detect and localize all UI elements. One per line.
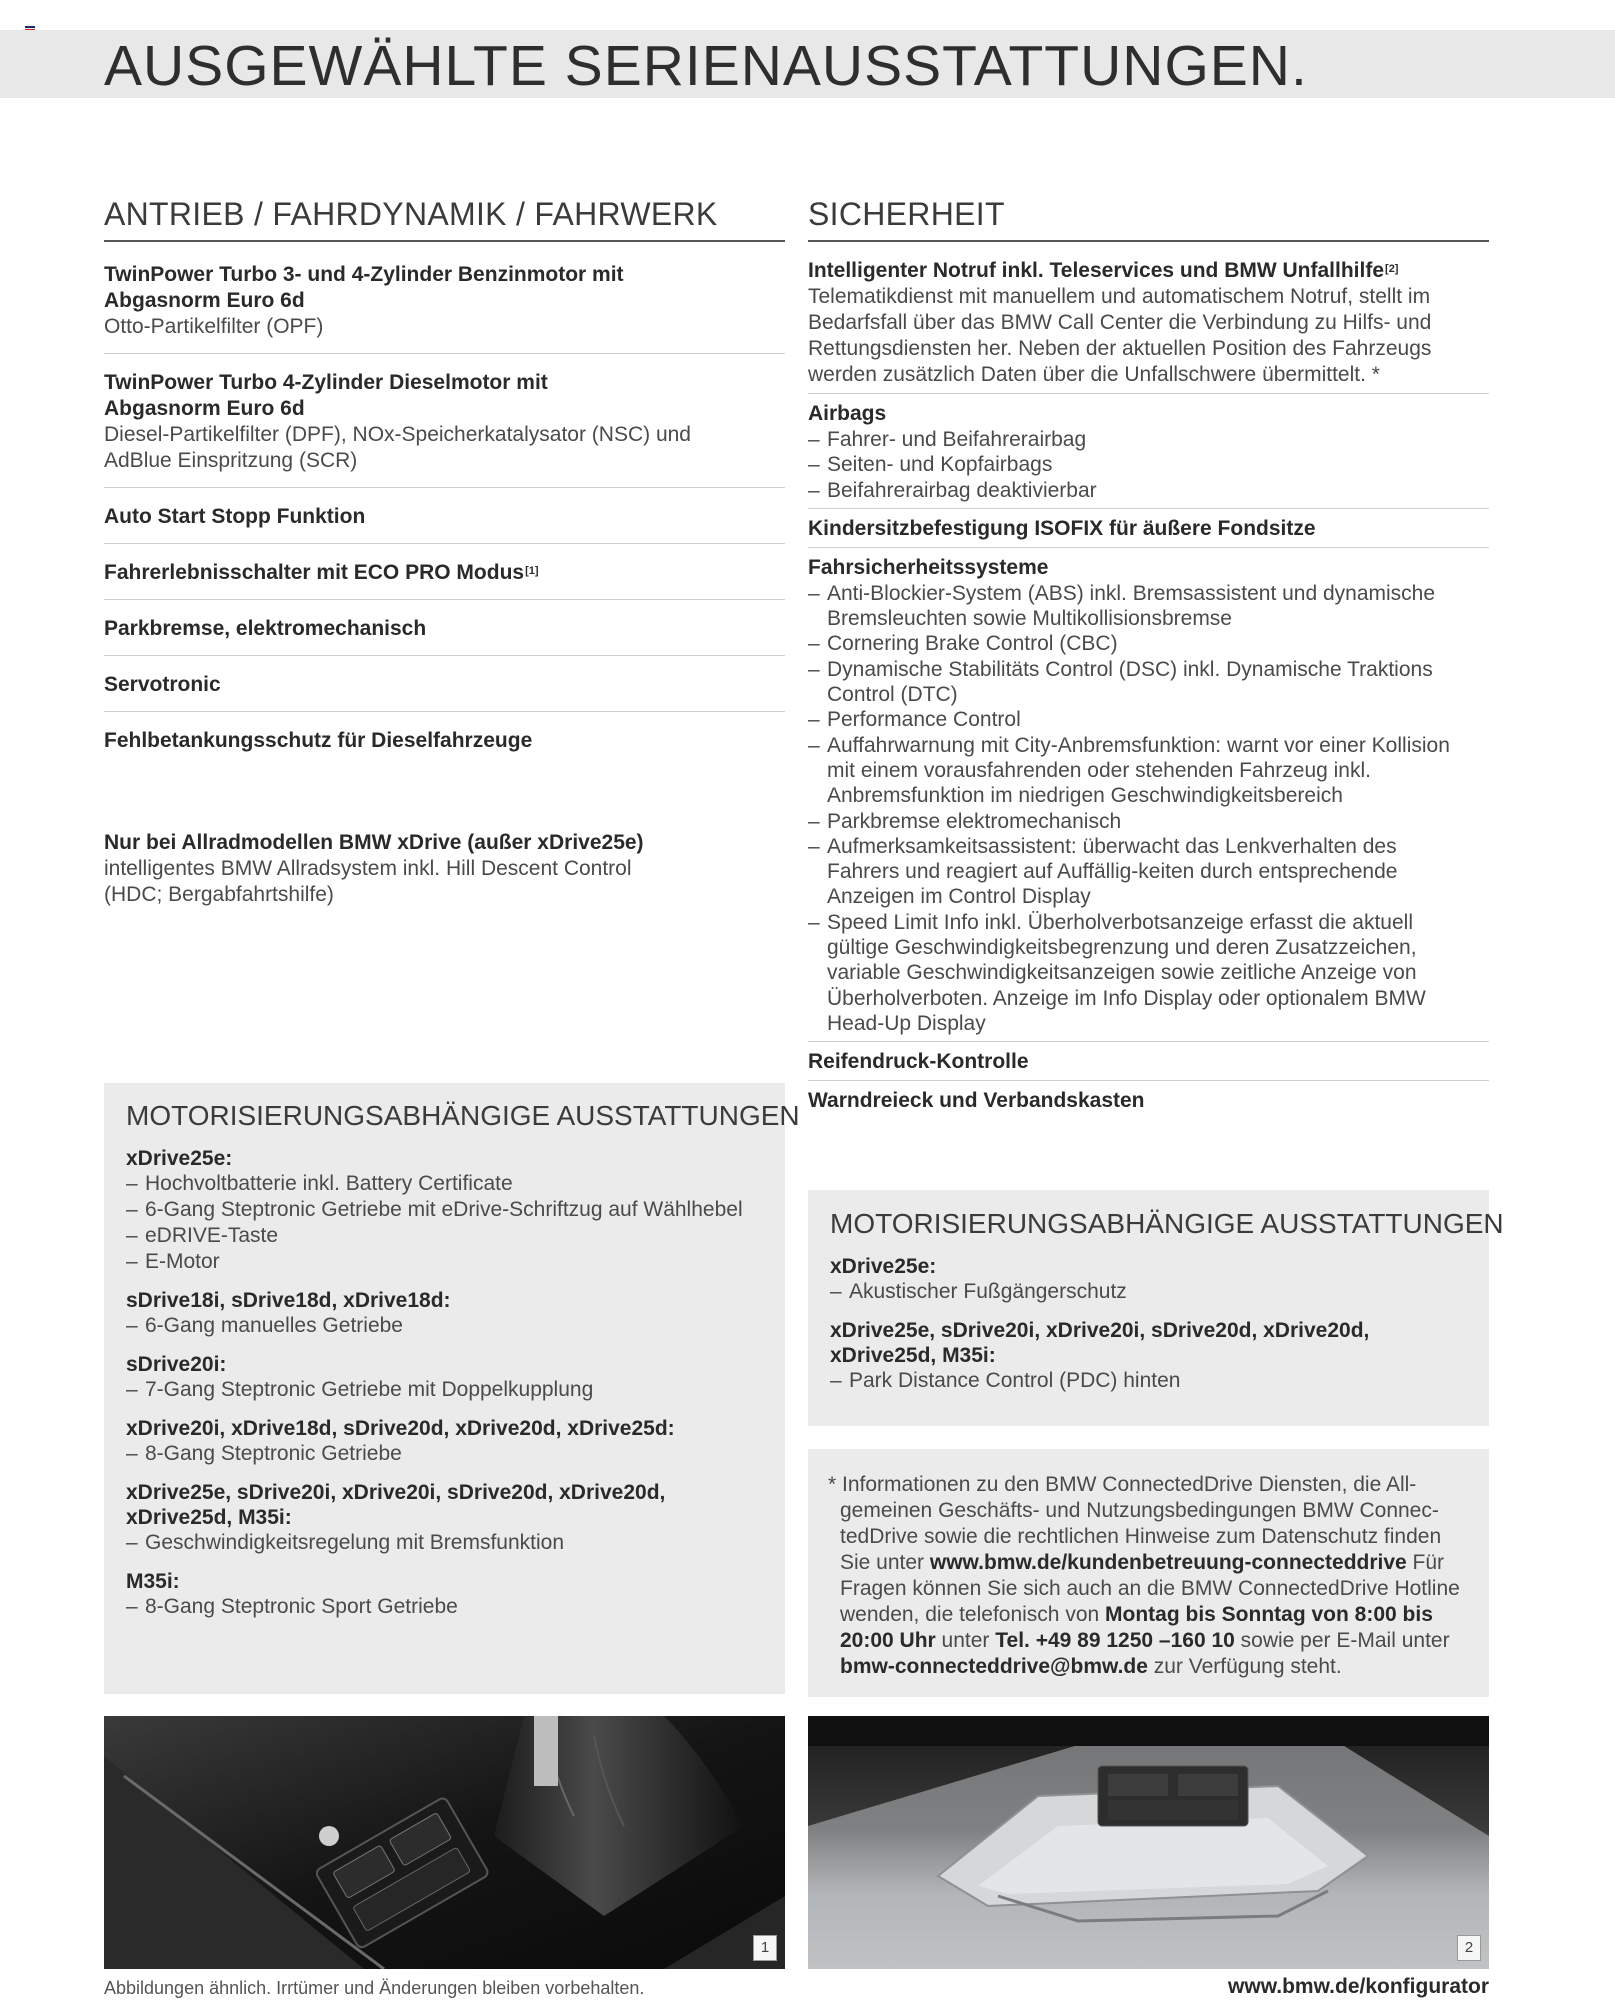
section-heading-safety: SICHERHEIT: [808, 196, 1489, 242]
group-title: sDrive18i, sDrive18d, xDrive18d:: [126, 1289, 451, 1312]
info-text: [828, 1472, 1467, 1680]
equipment-group: [126, 1288, 763, 1339]
feature-title: Airbags: [808, 402, 887, 425]
engine-equipment-box-safety: [808, 1190, 1504, 1426]
list-item: [808, 242, 1489, 394]
feature-title: Kindersitzbefestigung ISOFIX für äußere Fondsitze: [808, 516, 1316, 540]
list-item: [104, 600, 785, 656]
bullet-item: – Akustischer Fußgängerschutz: [830, 1279, 1467, 1305]
group-title: xDrive20i, xDrive18d, sDrive20d, xDrive20d, xDrive25d:: [126, 1417, 675, 1440]
safety-section: [808, 196, 1489, 1119]
section-heading-drivetrain: ANTRIEB / FAHRDYNAMIK / FAHRWERK: [104, 196, 785, 242]
hotline-phone[interactable]: Tel. +49 89 1250 –160 10: [995, 1629, 1235, 1652]
feature-title: Fehlbetankungsschutz für Dieselfahrzeuge: [104, 729, 533, 752]
feature-title: Warndreieck und Verbandskasten: [808, 1089, 1145, 1113]
group-title: xDrive25e, sDrive20i, xDrive20i, sDrive20d, xDrive20d, xDrive25d, M35i:: [830, 1319, 1370, 1367]
info-text-part: * Informationen zu den BMW ConnectedDrive Diensten, die All-gemeinen Geschäfts- und Nutzungsbedingungen BMW Connec-tedDrive sowie die rechtlichen Hinweise zum Datenschutz finden Sie unter: [828, 1473, 1442, 1574]
feature-title: [808, 258, 1489, 284]
gear-shifter-photo: [104, 1716, 785, 1969]
feature-title-text: Intelligenter Notruf inkl. Teleservices und BMW Unfallhilfe: [808, 259, 1385, 282]
info-url[interactable]: www.bmw.de/kundenbetreuung-connecteddrive: [929, 1551, 1407, 1574]
group-title: xDrive25e, sDrive20i, xDrive20i, sDrive20d, xDrive20d, xDrive25d, M35i:: [126, 1481, 666, 1529]
equipment-group: [126, 1352, 763, 1403]
page-title: AUSGEWÄHLTE SERIENAUSSTATTUNGEN.: [104, 34, 1308, 98]
group-list: [126, 1441, 763, 1467]
list-item: [808, 548, 1489, 1042]
group-title: xDrive25e:: [830, 1255, 937, 1278]
list-item: [104, 544, 785, 600]
bullet-item: – 6-Gang manuelles Getriebe: [126, 1313, 763, 1339]
feature-desc: Otto-Partikelfilter (OPF): [104, 315, 324, 338]
group-list: [126, 1313, 763, 1339]
list-item: [104, 656, 785, 712]
bullet-item: – Anti-Blockier-System (ABS) inkl. Bremsassistent und dynamische Bremsleuchten sowie Multikollisionsbremse: [808, 581, 1473, 632]
equipment-group: [830, 1254, 1467, 1305]
bullet-item: – 6-Gang Steptronic Getriebe mit eDrive-Schriftzug auf Wählhebel: [126, 1197, 763, 1223]
feature-title: Auto Start Stopp Funktion: [104, 505, 366, 528]
photo-number: 2: [1457, 1935, 1481, 1961]
bullet-item: – 8-Gang Steptronic Sport Getriebe: [126, 1594, 763, 1620]
footer-configurator-link[interactable]: www.bmw.de/konfigurator: [1228, 1975, 1489, 1998]
group-list: [830, 1368, 1467, 1394]
feature-title: TwinPower Turbo 4-Zylinder Dieselmotor mit Abgasnorm Euro 6d: [104, 371, 548, 420]
list-item: [808, 394, 1489, 509]
bullet-item: – Dynamische Stabilitäts Control (DSC) inkl. Dynamische Traktions Control (DTC): [808, 657, 1473, 708]
equipment-group: [126, 1569, 763, 1620]
photo-number: 1: [753, 1935, 777, 1961]
bullet-item: – Geschwindigkeitsregelung mit Bremsfunktion: [126, 1530, 763, 1556]
feature-title: TwinPower Turbo 3- und 4-Zylinder Benzinmotor mit Abgasnorm Euro 6d: [104, 263, 624, 312]
roof-console-image: [808, 1716, 1489, 1969]
footnote-marker: [2]: [1385, 263, 1399, 275]
group-title: M35i:: [126, 1570, 180, 1593]
feature-title: Servotronic: [104, 673, 221, 696]
airbag-list: [808, 427, 1489, 503]
feature-desc: Telematikdienst mit manuellem und automatischem Notruf, stellt im Bedarfsfall über das BMW Call Center die Verbindung zu Hilfs- und Rettungsdiensten her. Neben der aktuellen Position des Fahrzeugs werden zusätzlich Daten über die Unfallschwere übermittelt. *: [808, 285, 1432, 386]
equipment-group: [830, 1318, 1467, 1394]
hotline-email[interactable]: bmw-connecteddrive@bmw.de: [840, 1655, 1148, 1678]
feature-title: [104, 560, 785, 586]
bullet-item: – Fahrer- und Beifahrerairbag: [808, 427, 1489, 452]
group-list: [126, 1171, 763, 1275]
info-text-part: sowie per E-Mail unter: [1234, 1629, 1450, 1652]
list-item: [808, 1081, 1489, 1119]
group-title: sDrive20i:: [126, 1353, 227, 1376]
drivetrain-section: [104, 196, 785, 767]
bullet-item: – Beifahrerairbag deaktivierbar: [808, 478, 1489, 503]
safety-system-list: [808, 581, 1473, 1036]
connecteddrive-info-box: [808, 1449, 1489, 1697]
list-item: [808, 1042, 1489, 1081]
group-list: [126, 1594, 763, 1620]
footer-disclaimer: Abbildungen ähnlich. Irrtümer und Änderungen bleiben vorbehalten.: [104, 1978, 645, 1998]
box-heading: MOTORISIERUNGSABHÄNGIGE AUSSTATTUNGEN: [830, 1208, 1504, 1239]
box-heading: MOTORISIERUNGSABHÄNGIGE AUSSTATTUNGEN: [126, 1100, 800, 1131]
feature-title: Parkbremse, elektromechanisch: [104, 617, 427, 640]
bullet-item: – eDRIVE-Taste: [126, 1223, 763, 1249]
list-item: [104, 242, 785, 354]
bullet-item: – Speed Limit Info inkl. Überholverbotsanzeige erfasst die aktuell gültige Geschwindigkeitsbegrenzung und deren Zusatzzeichen, variable Geschwindigkeitsanzeigen sowie zeitliche Anzeige von Überholverboten. Anzeige im Info Display oder optionalem BMW Head-Up Display: [808, 910, 1473, 1036]
bullet-item: – Auffahrwarnung mit City-Anbremsfunktion: warnt vor einer Kollision mit einem vorausfahrenden oder stehenden Fahrzeug inkl. Anbremsfunktion im niedrigen Geschwindigkeitsbereich: [808, 733, 1473, 809]
bullet-item: – Cornering Brake Control (CBC): [808, 631, 1473, 656]
allrad-desc: intelligentes BMW Allradsystem inkl. Hill Descent Control (HDC; Bergabfahrtshilfe): [104, 857, 632, 906]
bullet-item: – E-Motor: [126, 1249, 763, 1275]
equipment-group: [126, 1480, 763, 1556]
bullet-item: – 8-Gang Steptronic Getriebe: [126, 1441, 763, 1467]
bullet-item: – Aufmerksamkeitsassistent: überwacht das Lenkverhalten des Fahrers und reagiert auf Auffällig-keiten durch entsprechende Anzeigen im Control Display: [808, 834, 1473, 910]
hotline-hours: Montag bis Sonntag von 8:00 bis 20:00 Uhr: [840, 1603, 1433, 1652]
info-text-part: unter: [935, 1629, 996, 1652]
bullet-item: – Seiten- und Kopfairbags: [808, 452, 1489, 477]
info-text-part: Für Fragen können Sie sich auch an die BMW ConnectedDrive Hotline wenden, die telefonisch von: [840, 1551, 1460, 1626]
group-title: xDrive25e:: [126, 1147, 233, 1170]
group-list: [830, 1279, 1467, 1305]
list-item: [808, 509, 1489, 548]
equipment-group: [126, 1146, 763, 1275]
list-item: [104, 488, 785, 544]
bullet-item: – Park Distance Control (PDC) hinten: [830, 1368, 1467, 1394]
drivetrain-feature-list: [104, 242, 785, 767]
list-item: [104, 712, 785, 767]
feature-title: Reifendruck-Kontrolle: [808, 1050, 1029, 1074]
bullet-item: – Hochvoltbatterie inkl. Battery Certificate: [126, 1171, 763, 1197]
gear-shifter-image: [104, 1716, 785, 1969]
engine-equipment-box: [104, 1083, 800, 1694]
group-list: [126, 1377, 763, 1403]
bullet-item: – 7-Gang Steptronic Getriebe mit Doppelkupplung: [126, 1377, 763, 1403]
bullet-item: – Parkbremse elektromechanisch: [808, 809, 1473, 834]
roof-console-photo: [808, 1716, 1489, 1969]
allrad-note: [104, 830, 785, 908]
feature-desc: Diesel-Partikelfilter (DPF), NOx-Speicherkatalysator (NSC) und AdBlue Einspritzung (SCR): [104, 423, 691, 472]
equipment-group: [126, 1416, 763, 1467]
group-list: [126, 1530, 763, 1556]
bullet-item: – Performance Control: [808, 707, 1473, 732]
list-item: [104, 354, 785, 488]
feature-title: Fahrsicherheitssysteme: [808, 555, 1049, 579]
allrad-title: Nur bei Allradmodellen BMW xDrive (außer xDrive25e): [104, 831, 644, 854]
footnote-marker: [1]: [525, 565, 539, 577]
feature-title-text: Fahrerlebnisschalter mit ECO PRO Modus: [104, 561, 525, 584]
safety-feature-list: [808, 242, 1489, 1119]
info-text-part: zur Verfügung steht.: [1147, 1655, 1342, 1678]
